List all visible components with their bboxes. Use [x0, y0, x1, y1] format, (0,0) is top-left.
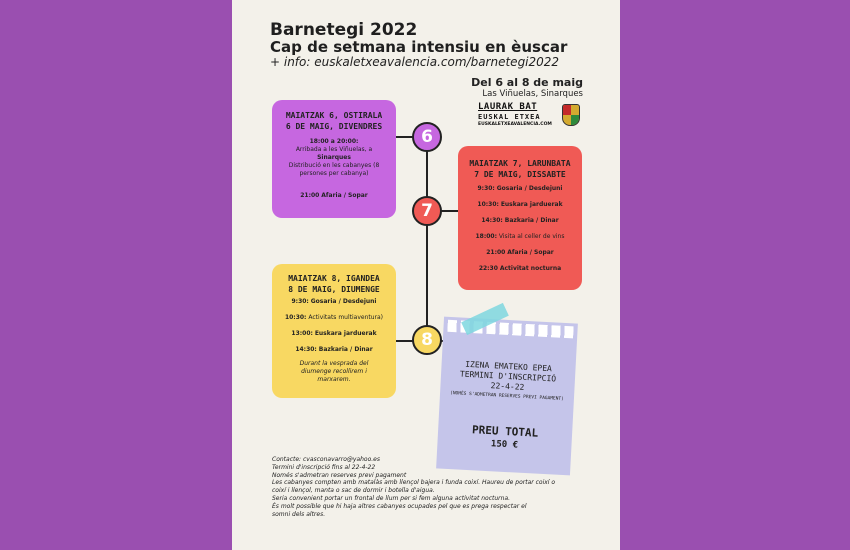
day-8-circle: 8	[412, 325, 442, 355]
registration-note	[436, 317, 578, 476]
day-2-card	[458, 146, 582, 290]
registration-deadline-eu: IZENA EMATEKO EPEA	[465, 359, 553, 374]
poster	[232, 0, 620, 550]
footer-line: somni dels altres.	[272, 510, 326, 518]
poster-subtitle: Cap de setmana intensiu en èuscar	[270, 38, 568, 56]
footer-line: Seria convenient portar un frontal de llum per si fem alguna activitat nocturna.	[272, 494, 511, 502]
day-2-heading-eu: MAIATZAK 7, LARUNBATA	[469, 159, 571, 168]
day-3-row: 9:30: Gosaria / Desdejuni	[291, 298, 377, 305]
event-place: Las Viñuelas, Sinarques	[482, 89, 583, 99]
registration-condition: (NOMÉS S'ADMETRAN RESERVES PREVI PAGAMENT)	[450, 391, 564, 402]
day-1-row: 21:00 Afaria / Sopar	[300, 192, 368, 199]
day-3-card	[272, 264, 396, 398]
day-2-row: 22:30 Activitat nocturna	[478, 265, 562, 272]
logo-line-2: EUSKAL ETXEA	[478, 113, 541, 121]
day-2-row: 14:30: Bazkaria / Dinar	[481, 217, 559, 224]
day-1-heading-ca: 6 DE MAIG, DIVENDRES	[285, 122, 383, 131]
connector-day2	[440, 210, 460, 212]
day-2-heading-ca: 7 DE MAIG, DISSABTE	[474, 170, 566, 179]
footer-line: coixí i llençol, manta o sac de dormir i botella d'aigua.	[272, 487, 435, 495]
footer-line: Contacte: cvasconavarro@yahoo.es	[272, 456, 380, 463]
footer-line: És molt possible que hi haja altres cabanyes ocupades pel que es prega respectar el	[272, 502, 527, 510]
day-2-row: 9:30: Gosaria / Desdejuni	[477, 185, 563, 192]
day-3-row: 14:30: Bazkaria / Dinar	[295, 346, 373, 353]
day-3-row: 13:00: Euskara jarduerak	[291, 330, 377, 337]
day-1-card	[272, 100, 396, 218]
day-1-row: 18:00 a 20:00:	[309, 138, 359, 145]
logo-line-1: LAURAK BAT	[478, 102, 538, 112]
timeline-line	[426, 133, 428, 343]
day-2-row: 21:00 Afaria / Sopar	[486, 249, 554, 256]
day-1-heading-eu: MAIATZAK 6, OSTIRALA	[285, 111, 383, 120]
day-3-note: diumenge recollirem i	[301, 368, 367, 375]
day-2-row: 10:30: Euskara jarduerak	[477, 201, 563, 208]
day-1-row-text: Arribada a les Viñuelas, a	[295, 146, 373, 153]
coat-of-arms-icon	[562, 104, 580, 126]
event-dates: Del 6 al 8 de maig	[471, 76, 583, 89]
price-value: 150 €	[490, 439, 519, 451]
price-label: PREU TOTAL	[471, 423, 539, 440]
day-1-row-bold: Sinarques	[317, 154, 351, 161]
day-6-circle: 6	[412, 122, 442, 152]
day-1-row-text: persones per cabanya)	[299, 170, 369, 177]
logo-line-3: EUSKALETXEAVALENCIA.COM	[478, 122, 552, 127]
day-3-heading-ca: 8 DE MAIG, DIUMENGE	[288, 285, 380, 294]
footer-line: Termini d'inscripció fins al 22-4-22	[272, 463, 376, 471]
day-3-row: 10:30: Activitats multiaventura)	[284, 314, 384, 321]
registration-deadline-ca: TERMINI D'INSCRIPCIÓ	[459, 369, 557, 384]
day-3-note: Durant la vesprada del	[299, 360, 369, 367]
day-1-row-text: Distribució en les cabanyes (8	[288, 162, 380, 169]
info-link[interactable]: + info: euskaletxeavalencia.com/barnetegi2022	[270, 55, 560, 69]
registration-date: 22-4-22	[490, 381, 525, 392]
day-3-heading-eu: MAIATZAK 8, IGANDEA	[288, 274, 380, 283]
footer-line: Només s'admetran reserves previ pagament	[272, 471, 407, 479]
day-2-row: 18:00: Visita al celler de vins	[475, 233, 565, 240]
poster-title: Barnetegi 2022	[270, 20, 418, 40]
day-3-note: marxarem.	[317, 376, 351, 383]
footer-line: Les cabanyes compten amb matalàs amb llençol bajera i funda coixí. Haureu de portar coixí o	[272, 479, 556, 487]
footer-notes	[272, 456, 582, 518]
day-7-circle: 7	[412, 196, 442, 226]
